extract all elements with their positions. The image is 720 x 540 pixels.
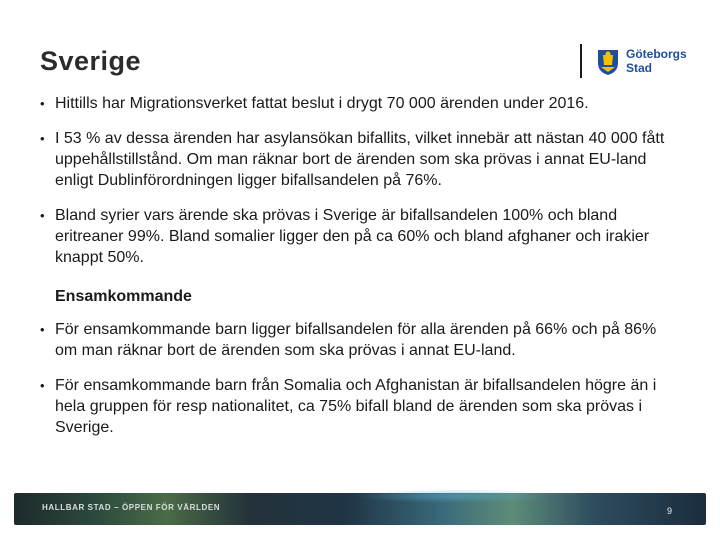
- city-crest-icon: [594, 47, 622, 77]
- bullet-glyph: •: [40, 96, 45, 111]
- bullet-glyph: •: [40, 208, 45, 223]
- footer-slogan: HALLBAR STAD – ÖPPEN FÖR VÄRLDEN: [42, 503, 221, 512]
- bullet-text: Hittills har Migrationsverket fattat beslut i drygt 70 000 ärenden under 2016.: [55, 95, 589, 112]
- bullet-text: För ensamkommande barn från Somalia och Afghanistan är bifallsandelen högre än i hela gruppen för resp nationalitet, ca 75% bifall bland de ärenden som ska prövas i Sverige.: [55, 377, 657, 436]
- bullet-glyph: •: [40, 322, 45, 337]
- section-subheading: Ensamkommande: [55, 288, 192, 305]
- logo-line-1: Göteborgs: [626, 47, 687, 61]
- bullet-glyph: •: [40, 131, 45, 146]
- bullet-glyph: •: [40, 378, 45, 393]
- logo-divider: [580, 44, 582, 78]
- bullet-item: [40, 375, 680, 438]
- logo-wordmark: [626, 47, 687, 75]
- footer-banner: [14, 493, 706, 525]
- bullet-item: [40, 319, 680, 361]
- bullet-item: [40, 93, 680, 114]
- bullet-text: Bland syrier vars ärende ska prövas i Sverige är bifallsandelen 100% och bland eritreaner 99%. Bland somalier ligger den på ca 60% och bland afghaner och irakier knappt 50%.: [55, 207, 650, 266]
- bullet-text: För ensamkommande barn ligger bifallsandelen för alla ärenden på 66% och på 86% om man räknar bort de ärenden som ska prövas i annat EU-land.: [55, 321, 657, 359]
- bullet-item: [40, 205, 680, 268]
- bullet-text: I 53 % av dessa ärenden har asylansökan bifallits, vilket innebär att nästan 40 000 fått uppehållstillstånd. Om man räknar bort de ärenden som ska prövas i annat EU-land enligt Dublinförordningen ligger bifallsandelen på 76%.: [55, 130, 665, 189]
- logo-line-2: Stad: [626, 61, 653, 75]
- bullet-item: [40, 128, 680, 191]
- goteborgs-stad-logo: [580, 44, 700, 78]
- slide-title: Sverige: [40, 46, 142, 76]
- slide-content: [40, 93, 680, 452]
- page-number: 9: [666, 506, 672, 516]
